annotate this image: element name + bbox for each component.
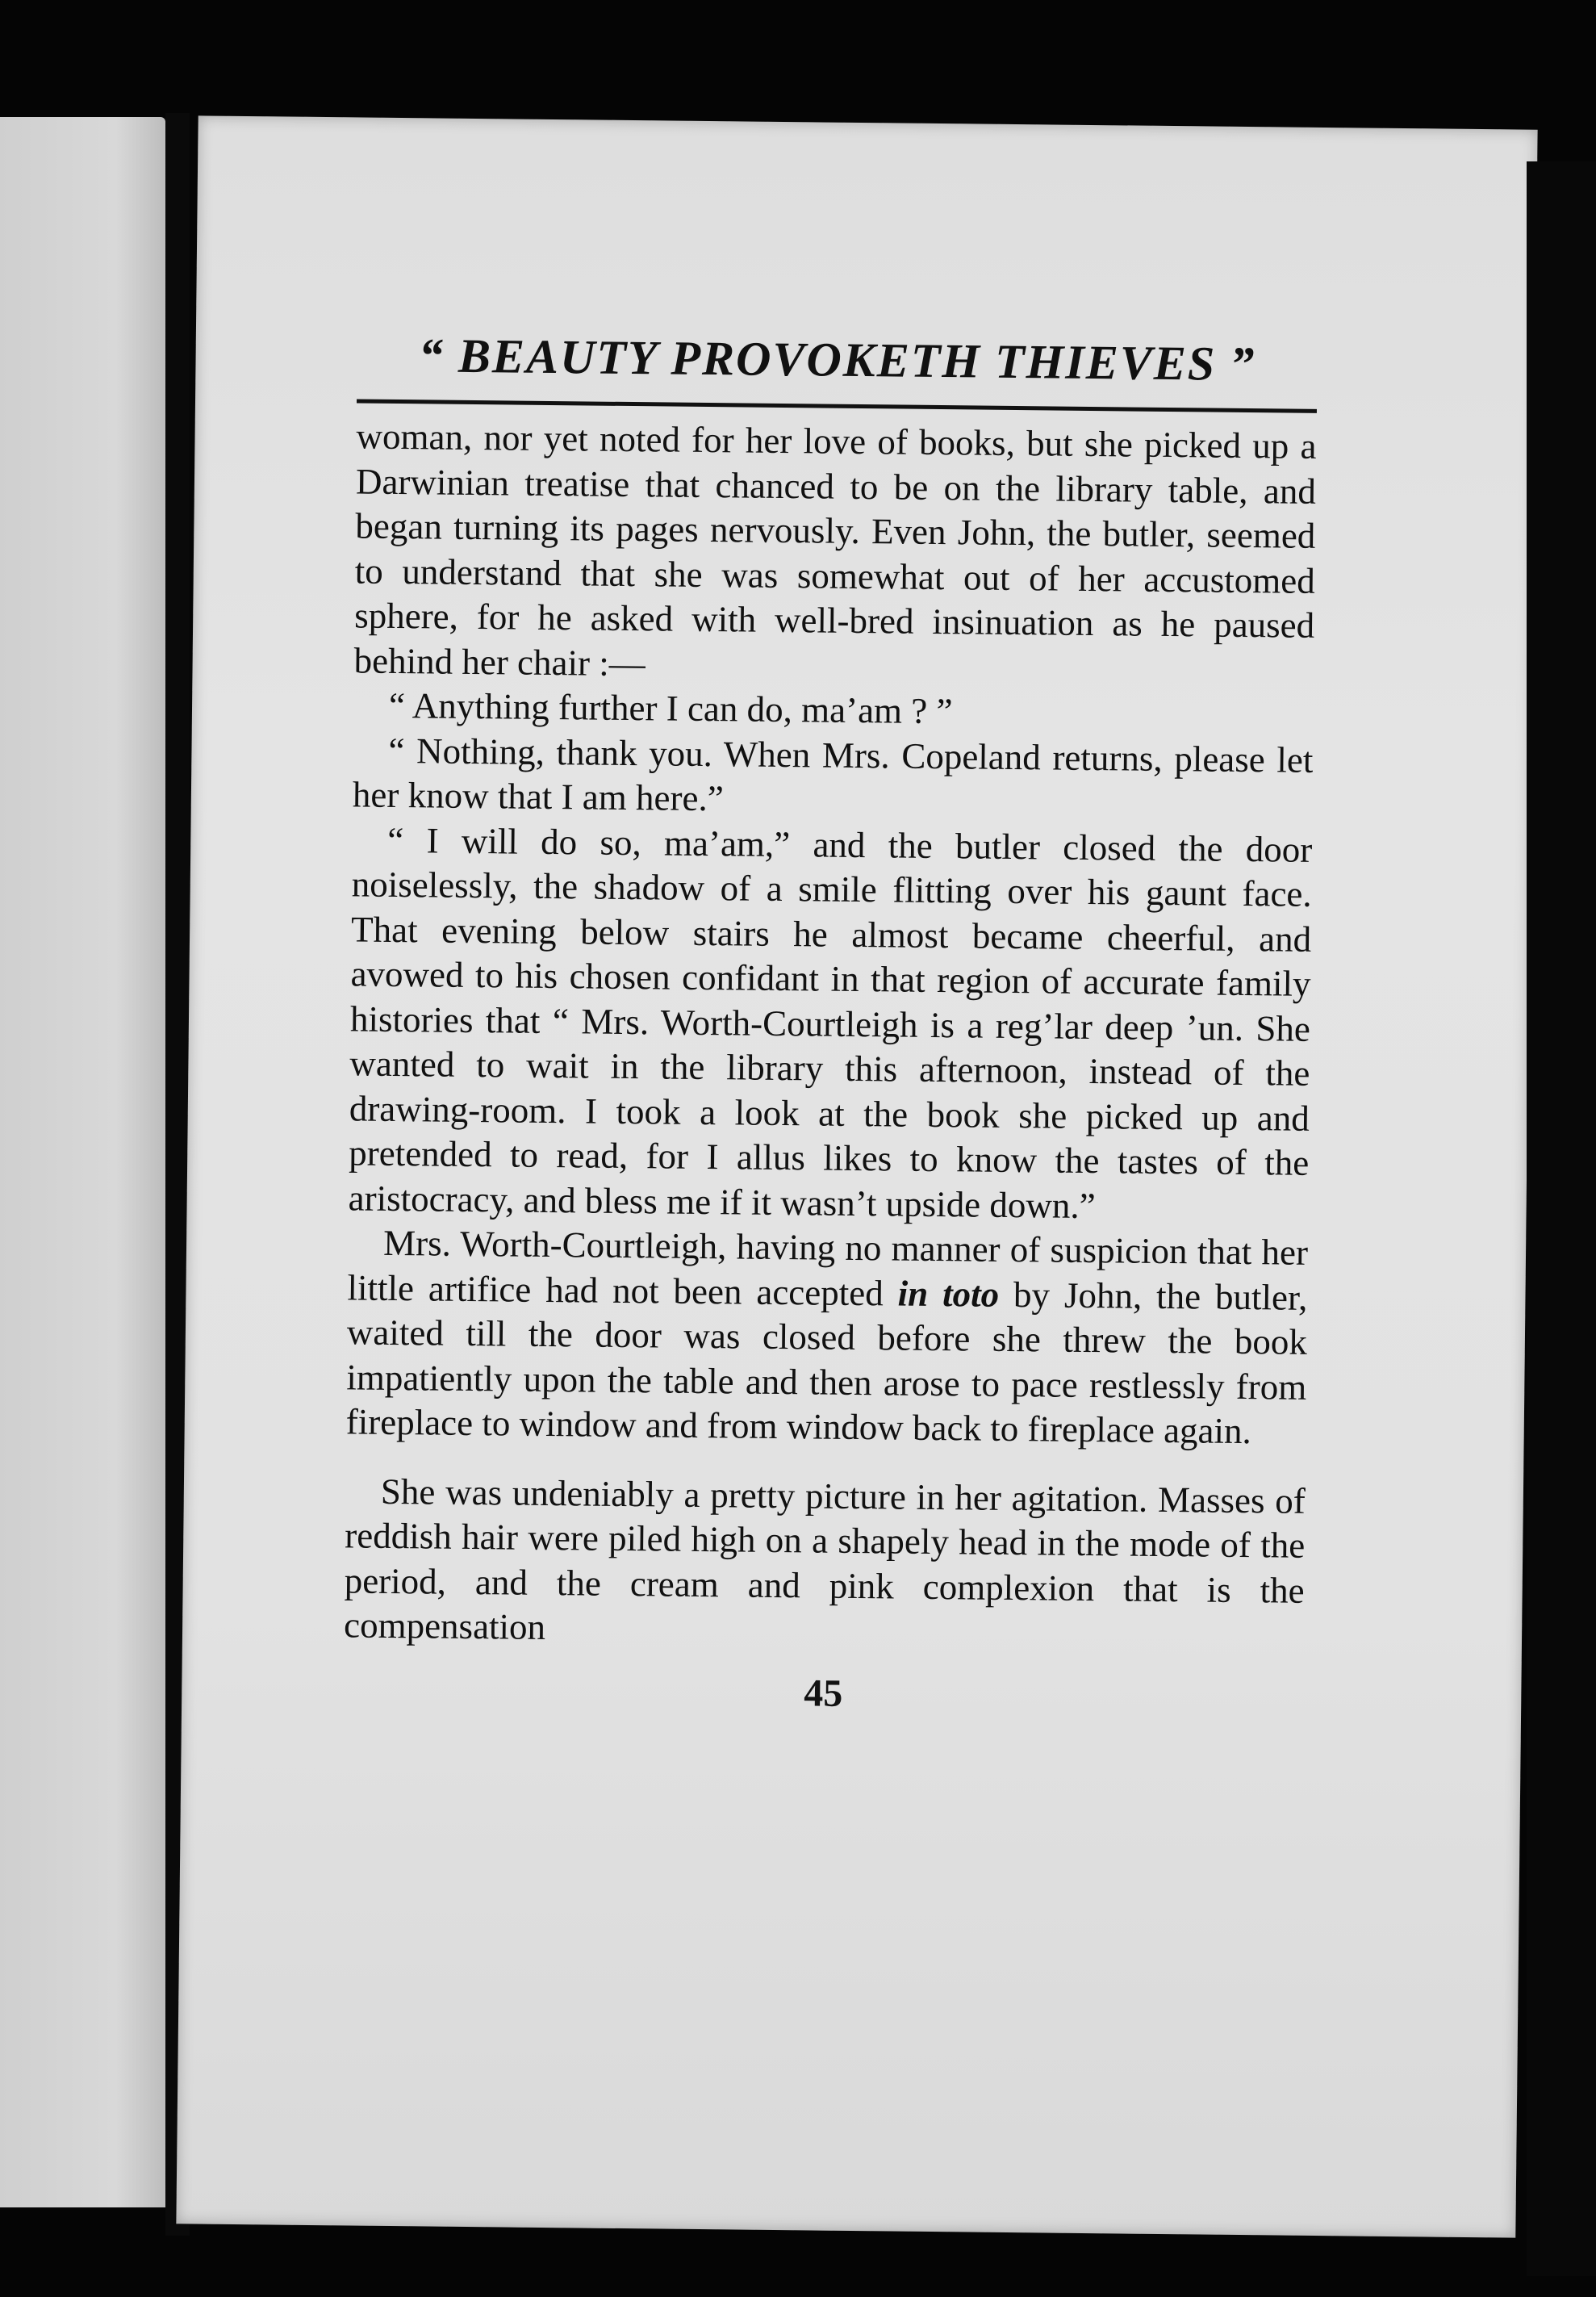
- paragraph-6: She was undeniably a pretty picture in her agitation. Masses of reddish hair were piled high on a shapely head in the mode of the period, and the cream and pink complexion that is the compensation: [343, 1471, 1306, 1647]
- paragraph-5: [345, 1220, 1308, 1454]
- paragraph-5-start: Mrs. Worth-Courtleigh, having no manner of suspicion that her little artifice had not been accepted: [347, 1222, 1309, 1314]
- page-number: 45: [804, 1671, 843, 1715]
- book-page: [176, 115, 1537, 2237]
- paragraph-1: woman, nor yet noted for her love of books, but she picked up a Darwinian treatise that chanced to be on the library table, and began turning its pages nervously. Even John, the butler, seemed to understand that she was somewhat out of her accustomed sphere, for he asked with well-bred insinuation as he paused behind her chair :—: [353, 416, 1317, 684]
- paragraph-2: “ Anything further I can do, ma’am ? ”: [388, 684, 953, 732]
- paragraph-5-italic: in toto: [897, 1273, 1000, 1315]
- previous-page-edge: [0, 117, 165, 2207]
- paragraph-5-end: by John, the butler, waited till the door was closed before she threw the book impatiently upon the table and then arose to pace restlessly from fireplace to window and from window back to fireplace again.: [345, 1274, 1308, 1452]
- paragraph-4: “ I will do so, ma’am,” and the butler closed the door noiselessly, the shadow of a smile flitting over his gaunt face. That evening below stairs he almost became cheerful, and avowed to his chosen confidant in that region of accurate family histories that “ Mrs. Worth-Courtleigh is a reg’lar deep ’un. She wanted to wait in the library this afternoon, instead of the drawing-room. I took a look at the book she picked up and pretended to read, for I allus likes to know the tastes of the aristocracy, and bless me if it wasn’t upside down.”: [348, 819, 1313, 1226]
- right-scan-border: [1527, 161, 1596, 2276]
- running-head: “ BEAUTY PROVOKETH THIEVES ”: [418, 328, 1256, 391]
- page-content: [343, 327, 1318, 1720]
- paragraph-3: “ Nothing, thank you. When Mrs. Copeland returns, please let her know that I am here.”: [352, 730, 1314, 819]
